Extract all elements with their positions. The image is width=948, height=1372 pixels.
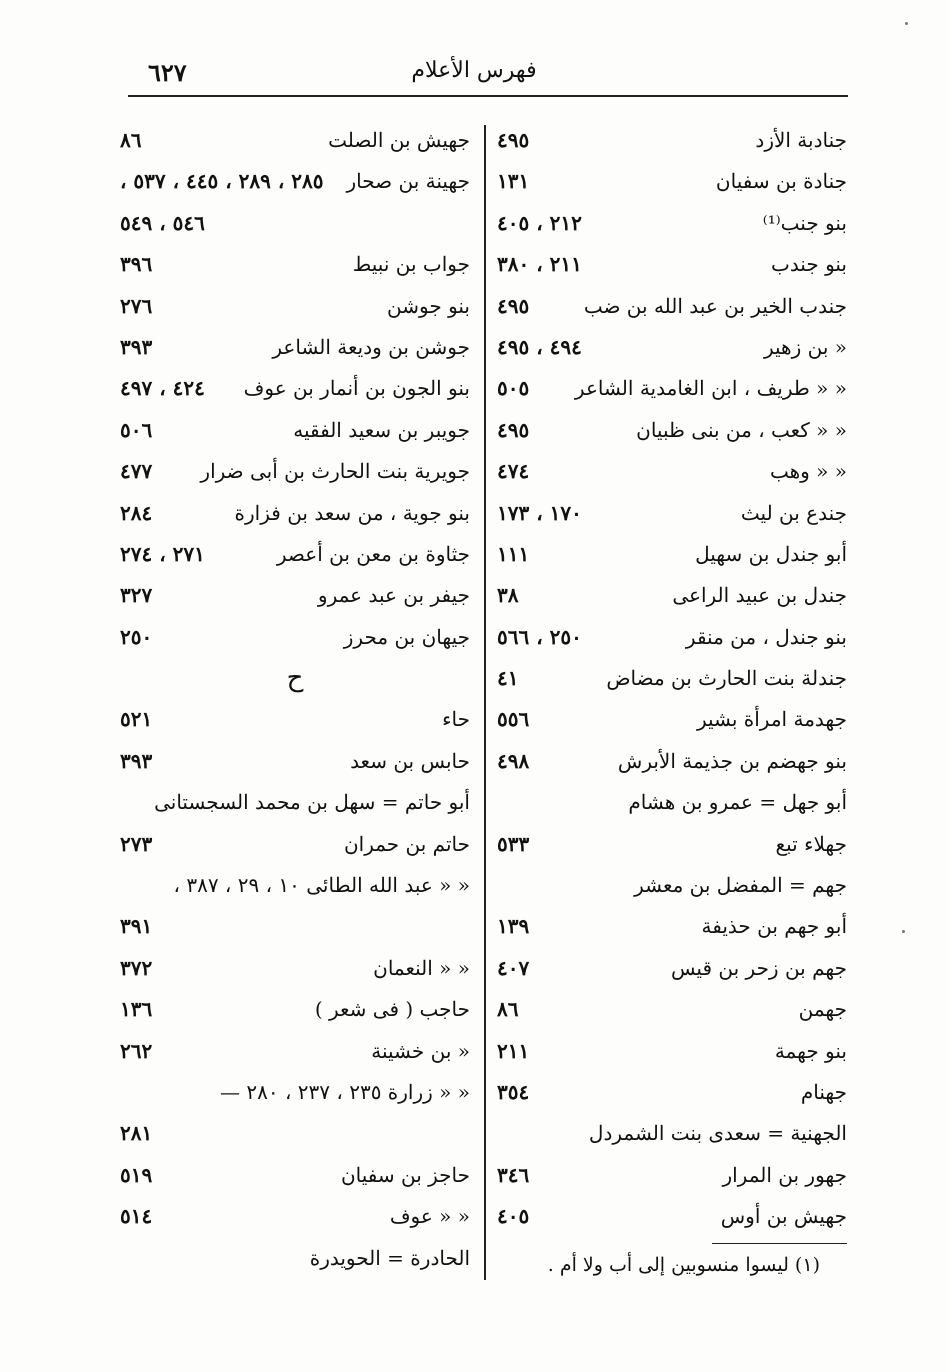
entry-pages: ٣٤٦ xyxy=(497,1162,530,1187)
entry-name: جهلاء تبع xyxy=(775,831,847,856)
entry-name: جهم = المفضل بن معشر xyxy=(634,873,847,898)
entry-pages: ٣٩١ xyxy=(120,914,153,939)
entry-name: جهمن xyxy=(798,997,847,1022)
entry-name: جهور بن المرار xyxy=(722,1162,847,1187)
entry-pages: ٢٧٦ xyxy=(120,293,153,318)
index-entry xyxy=(120,699,470,740)
entry-pages: ٢٨٥ ، ٢٨٩ ، ٤٤٥ ، ٥٣٧ ، xyxy=(120,169,324,194)
index-entry xyxy=(497,1031,847,1072)
entry-name: « بن خشينة xyxy=(371,1038,470,1063)
entry-pages: ٤٧٤ xyxy=(497,459,530,484)
entry-name: جندل بن عبيد الراعى xyxy=(672,583,847,608)
entry-pages: ١٣٩ xyxy=(497,914,530,939)
entry-name: جويبر بن سعيد الفقيه xyxy=(293,417,470,442)
entry-name: جيهان بن محرز xyxy=(343,624,470,649)
entry-pages: ٣٨ xyxy=(497,583,519,608)
entry-pages: ٤٩٥ xyxy=(497,293,530,318)
entry-name: « « وهب xyxy=(769,459,847,484)
entry-name: جندع بن ليث xyxy=(740,500,847,525)
scan-speck xyxy=(905,22,908,25)
entry-name: جواب بن نبيط xyxy=(352,252,470,277)
index-entry xyxy=(120,244,470,285)
index-entry xyxy=(120,203,470,244)
entry-name: جهينة بن صحار xyxy=(346,169,470,194)
entry-name: بنو جنب⁽¹⁾ xyxy=(762,210,847,235)
entry-pages: ٣٩٦ xyxy=(120,252,153,277)
index-entry xyxy=(497,327,847,368)
entry-pages: ٣٢٧ xyxy=(120,583,153,608)
entry-pages: ٨٦ xyxy=(120,128,142,152)
entry-pages: ٢١١ xyxy=(497,1038,530,1063)
index-entry xyxy=(497,1113,847,1154)
footnote: (١) ليسوا منسوبين إلى أب ولا أم . xyxy=(547,1254,820,1276)
index-entry xyxy=(120,989,470,1030)
entry-pages: ٢٨٤ xyxy=(120,500,153,525)
entry-pages: ٤١ xyxy=(497,666,519,691)
entry-pages: ٢١٢ ، ٤٠٥ xyxy=(497,210,582,235)
index-entry xyxy=(497,989,847,1030)
entry-name: بنو جوية ، من سعد بن فزارة xyxy=(234,500,470,525)
entry-pages: ٤٩٥ xyxy=(497,417,530,442)
index-entry xyxy=(497,410,847,451)
entry-name: بنو جندب xyxy=(770,252,847,277)
entry-pages: ٣٥٤ xyxy=(497,1079,530,1104)
entry-pages: ٥٤٦ ، ٥٤٩ xyxy=(120,210,205,235)
index-entry xyxy=(497,699,847,740)
index-entry xyxy=(120,451,470,492)
entry-pages: ٤٢٤ ، ٤٩٧ xyxy=(120,376,205,401)
entry-pages: ٤٠٥ xyxy=(497,1204,530,1229)
index-entry xyxy=(120,906,470,947)
running-title: فهرس الأعلام xyxy=(411,58,537,83)
section-letter-label: ح xyxy=(286,663,304,694)
entry-pages: ٥٥٦ xyxy=(497,707,530,732)
entry-name: جهنام xyxy=(800,1079,847,1104)
index-entry xyxy=(497,368,847,409)
entry-pages: ٥٣٣ xyxy=(497,831,530,856)
entry-pages: ٥٠٦ xyxy=(120,417,153,442)
index-entry xyxy=(497,244,847,285)
index-entry xyxy=(497,286,847,327)
index-entry xyxy=(120,1196,470,1237)
index-column-right xyxy=(497,120,847,1238)
entry-name: بنو جندل ، من منقر xyxy=(685,624,847,649)
entry-name: جهيش بن أوس xyxy=(720,1204,847,1229)
entry-name: جثاوة بن معن بن أعصر xyxy=(276,541,470,566)
index-entry xyxy=(497,1072,847,1113)
index-entry xyxy=(120,286,470,327)
entry-pages: ٢٧١ ، ٢٧٤ xyxy=(120,541,205,566)
entry-pages: ١٣٦ xyxy=(120,997,153,1022)
entry-pages: ٢٥٠ xyxy=(120,624,153,649)
entry-name: جندلة بنت الحارث بن مضاض xyxy=(606,666,847,691)
index-entry xyxy=(497,948,847,989)
entry-pages: ٥٢١ xyxy=(120,707,153,732)
index-entry xyxy=(120,575,470,616)
entry-pages: ٤٩٥ xyxy=(497,128,530,152)
entry-pages: ٤٩٤ ، ٤٩٥ xyxy=(497,334,582,359)
page-number: ٦٢٧ xyxy=(148,58,187,87)
entry-name: « بن زهير xyxy=(763,334,847,359)
entry-name: بنو جهمة xyxy=(774,1038,847,1063)
index-entry xyxy=(497,203,847,244)
header-rule xyxy=(128,95,848,97)
index-entry xyxy=(120,865,470,906)
column-divider xyxy=(484,125,486,1280)
entry-name: بنو جهضم بن جذيمة الأبرش xyxy=(617,748,847,773)
section-letter xyxy=(120,658,470,699)
entry-name: جنادبة الأزد xyxy=(755,128,847,152)
index-entry xyxy=(120,948,470,989)
entry-pages: ٨٦ xyxy=(497,997,519,1022)
entry-name: « « كعب ، من بنى ظبيان xyxy=(636,417,847,442)
entry-name: حابس بن سعد xyxy=(350,748,470,773)
index-entry xyxy=(497,575,847,616)
entry-name: بنو جوشن xyxy=(387,293,470,318)
entry-pages: ١١١ xyxy=(497,541,530,566)
entry-pages: ٥١٩ xyxy=(120,1162,153,1187)
index-entry xyxy=(120,1031,470,1072)
footnote-rule xyxy=(712,1243,847,1244)
entry-name: جهدمة امرأة بشير xyxy=(696,707,847,732)
index-entry xyxy=(497,1155,847,1196)
index-entry xyxy=(497,865,847,906)
entry-pages: ٣٧٢ xyxy=(120,955,153,980)
entry-name: جهيش بن الصلت xyxy=(328,128,470,152)
entry-pages: ٤٧٧ xyxy=(120,459,153,484)
entry-pages: ٢١١ ، ٣٨٠ xyxy=(497,252,582,277)
index-entry xyxy=(497,658,847,699)
index-entry xyxy=(120,493,470,534)
entry-pages: ٢٥٠ ، ٥٦٦ xyxy=(497,624,582,649)
entry-name: حاء xyxy=(442,707,470,732)
entry-name: جندب الخير بن عبد الله بن ضب xyxy=(583,293,847,318)
entry-name: حاجب ( فى شعر ) xyxy=(314,997,470,1022)
index-entry xyxy=(497,451,847,492)
entry-name: الحادرة = الحويدرة xyxy=(309,1245,470,1270)
scan-speck xyxy=(902,930,905,933)
entry-name: « « عبد الله الطائى ١٠ ، ٢٩ ، ٣٨٧ ، xyxy=(173,873,470,898)
entry-name: « « طريف ، ابن الغامدية الشاعر xyxy=(574,376,847,401)
entry-pages: ٢٨١ xyxy=(120,1121,153,1146)
index-entry xyxy=(120,824,470,865)
entry-name: « « عوف xyxy=(389,1204,470,1229)
index-entry xyxy=(120,534,470,575)
entry-name: أبو جهم بن حذيفة xyxy=(701,914,847,939)
entry-pages: ٢٦٢ xyxy=(120,1038,153,1063)
index-entry xyxy=(120,1113,470,1154)
entry-name: حاجز بن سفيان xyxy=(340,1162,470,1187)
index-entry xyxy=(120,741,470,782)
index-entry xyxy=(120,368,470,409)
index-entry xyxy=(497,161,847,202)
entry-pages: ١٣١ xyxy=(497,169,530,194)
index-entry xyxy=(120,327,470,368)
entry-pages: ٤٩٨ xyxy=(497,748,530,773)
entry-name: حاتم بن حمران xyxy=(343,831,470,856)
index-entry xyxy=(120,410,470,451)
index-entry xyxy=(497,120,847,161)
index-entry xyxy=(497,782,847,823)
index-entry xyxy=(497,493,847,534)
index-entry xyxy=(120,617,470,658)
entry-pages: ١٧٠ ، ١٧٣ xyxy=(497,500,582,525)
entry-name: أبو جهل = عمرو بن هشام xyxy=(628,790,847,815)
index-entry xyxy=(120,782,470,823)
entry-name: أبو حاتم = سهل بن محمد السجستانى xyxy=(154,790,470,815)
index-entry xyxy=(497,534,847,575)
entry-name: أبو جندل بن سهيل xyxy=(695,541,847,566)
entry-pages: ٥٠٥ xyxy=(497,376,530,401)
index-entry xyxy=(120,1072,470,1113)
entry-name: جنادة بن سفيان xyxy=(715,169,847,194)
index-entry xyxy=(120,120,470,161)
entry-pages: ٣٩٣ xyxy=(120,334,153,359)
index-entry xyxy=(120,1238,470,1279)
index-column-left xyxy=(120,120,470,1279)
entry-pages: ٣٩٣ xyxy=(120,748,153,773)
index-entry xyxy=(497,906,847,947)
entry-name: جهم بن زحر بن قيس xyxy=(670,955,847,980)
entry-pages: ٤٠٧ xyxy=(497,955,530,980)
index-entry xyxy=(497,741,847,782)
entry-name: بنو الجون بن أنمار بن عوف xyxy=(243,376,470,401)
index-entry xyxy=(120,1155,470,1196)
entry-name: جيفر بن عبد عمرو xyxy=(317,583,470,608)
entry-pages: ٢٧٣ xyxy=(120,831,153,856)
entry-name: جويرية بنت الحارث بن أبى ضرار xyxy=(200,459,470,484)
index-entry xyxy=(120,161,470,202)
index-entry xyxy=(497,617,847,658)
entry-name: جوشن بن وديعة الشاعر xyxy=(272,334,470,359)
entry-name: « « النعمان xyxy=(373,955,470,980)
index-entry xyxy=(497,1196,847,1237)
index-entry xyxy=(497,824,847,865)
entry-name: الجهنية = سعدى بنت الشمردل xyxy=(588,1121,847,1146)
entry-pages: ٥١٤ xyxy=(120,1204,153,1229)
entry-name: « « زرارة ٢٣٥ ، ٢٣٧ ، ٢٨٠ — xyxy=(220,1079,470,1104)
